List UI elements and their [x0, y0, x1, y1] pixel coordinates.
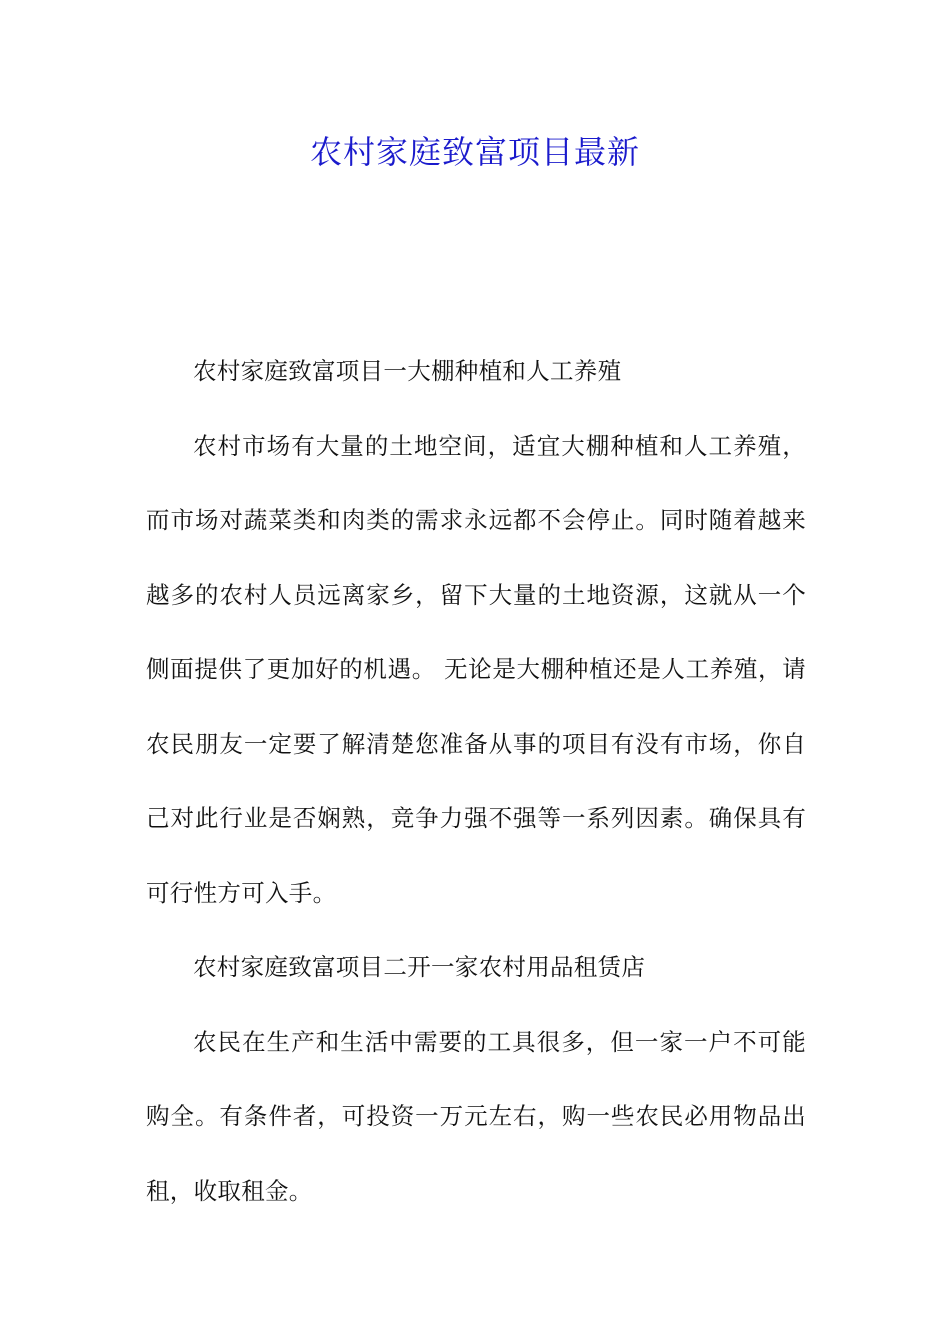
section-heading-1: 农村家庭致富项目一大棚种植和人工养殖 [193, 357, 622, 385]
paragraph-1: 农村市场有大量的土地空间，适宜大棚种植和人工养殖，而市场对蔬菜类和肉类的需求永远都不会停止。同时随着越来越多的农村人员远离家乡，留下大量的土地资源，这就从一个侧面提供了更加好的机遇。 无论是大棚种植还是人工养殖，请农民朋友一定要了解清楚您准备从事的项目有没有市场，你自己对此行业是否娴熟，竞争力强不强等一系列因素。确保具有可行性方可入手。 [146, 431, 806, 907]
paragraph-2: 农民在生产和生活中需要的工具很多，但一家一户不可能购全。有条件者，可投资一万元左右，购一些农民必用物品出租，收取租金。 [146, 1027, 806, 1205]
document-body [146, 334, 806, 1228]
section-heading-2: 农村家庭致富项目二开一家农村用品租赁店 [193, 953, 646, 981]
document-title: 农村家庭致富项目最新 [309, 133, 640, 171]
